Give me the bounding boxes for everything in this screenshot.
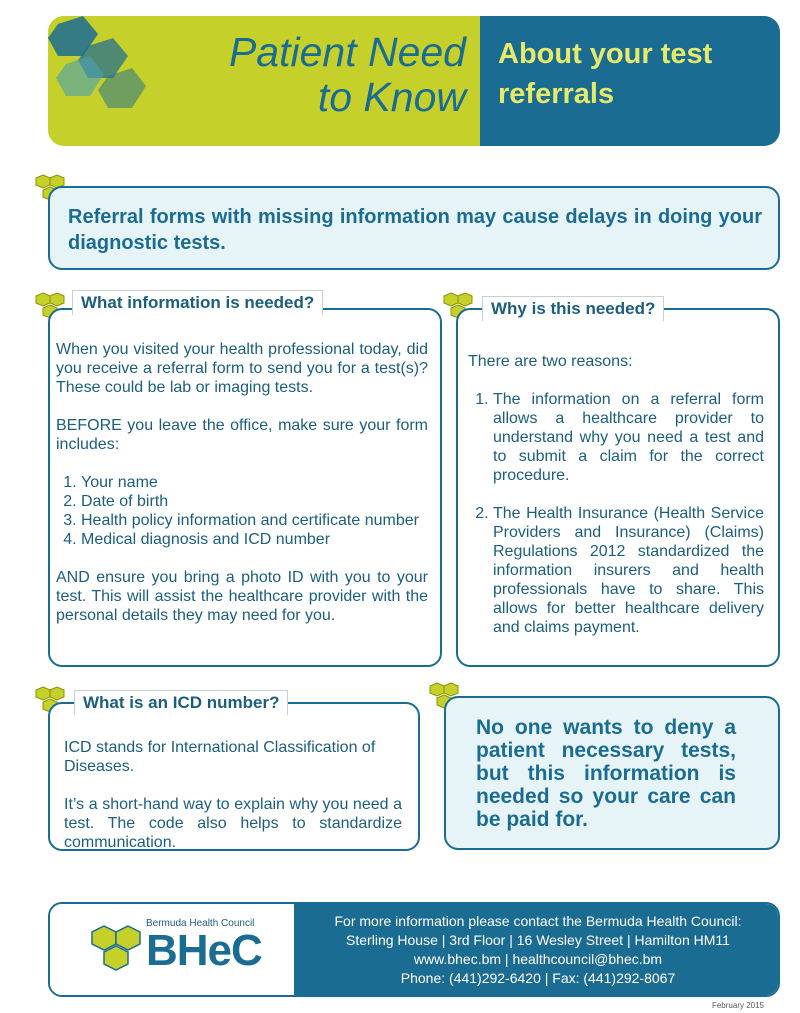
why-needed-list (468, 390, 764, 637)
intro-box (48, 186, 780, 270)
icd-heading: What is an ICD number? (74, 690, 288, 715)
footer (48, 902, 780, 997)
subtitle-line-2: referrals (498, 78, 615, 110)
bhec-logo-icon (90, 924, 144, 974)
callout-text: No one wants to deny a patient necessary tests, but this information is needed so your care can be paid for. (476, 716, 736, 831)
org-name-small: Bermuda Health Council (146, 918, 255, 929)
why-needed-heading: Why is this needed? (482, 296, 664, 321)
list-item: 2. The Health Insurance (Health Service Providers and Insurance) (Claims) Regulations 2012 standardized the information insurers and health professionals have to share. This allows for better healthcare delivery and claims payment. (493, 504, 764, 637)
header-right-panel (480, 16, 780, 146)
list-item: 2. Date of birth (81, 492, 428, 511)
list-item: 4. Medical diagnosis and ICD number (81, 530, 428, 549)
list-item: 3. Health policy information and certificate number (81, 511, 428, 530)
why-needed-intro: There are two reasons: (468, 353, 633, 370)
why-needed-content (468, 352, 764, 656)
footer-contact-area (294, 904, 780, 997)
header-left-panel (48, 16, 480, 146)
contact-line-3: www.bhec.bm | healthcouncil@bhec.bm (413, 951, 663, 967)
icd-box (48, 702, 420, 851)
what-info-para-1: When you visited your health professional today, did you receive a referral form to send you for a test(s)? These could be lab or imaging tests. (56, 341, 428, 396)
title-line-2: to Know (317, 74, 466, 120)
contact-line-2: Sterling House | 3rd Floor | 16 Wesley Street | Hamilton HM11 (346, 932, 730, 948)
footer-logo-area (50, 904, 294, 997)
header-banner (48, 16, 780, 146)
list-item: 1. The information on a referral form allows a healthcare provider to understand why you need a test and to submit a claim for the correct procedure. (493, 390, 764, 485)
subtitle-line-1: About your test (498, 38, 713, 70)
why-needed-box (456, 308, 780, 667)
icd-para-2: It’s a short-hand way to explain why you need a test. The code also helps to standardize communication. (64, 796, 402, 851)
org-logo-text: BHeC (146, 926, 262, 975)
publication-date: February 2015 (711, 1001, 764, 1010)
footer-contact-text (294, 912, 780, 988)
callout-box (444, 696, 780, 850)
what-info-heading: What information is needed? (72, 290, 323, 315)
icd-content (64, 738, 402, 871)
what-info-para-2: BEFORE you leave the office, make sure your form includes: (56, 417, 428, 453)
contact-line-1: For more information please contact the Bermuda Health Council: (334, 913, 742, 929)
what-info-box (48, 308, 442, 667)
page-subtitle (498, 34, 712, 114)
intro-text: Referral forms with missing information may cause delays in doing your diagnostic tests. (68, 206, 762, 254)
list-item: 1. Your name (81, 473, 428, 492)
what-info-para-3: AND ensure you bring a photo ID with you to your test. This will assist the healthcare provider with the personal details they may need for you. (56, 569, 428, 624)
hexagon-decoration-icon (48, 16, 158, 116)
icd-para-1: ICD stands for International Classification of Diseases. (64, 739, 376, 775)
contact-line-4: Phone: (441)292-6420 | Fax: (441)292-8067 (400, 970, 676, 986)
what-info-content (56, 340, 428, 644)
title-line-1: Patient Need (228, 29, 466, 75)
page-title (229, 30, 466, 120)
what-info-list (56, 473, 428, 549)
